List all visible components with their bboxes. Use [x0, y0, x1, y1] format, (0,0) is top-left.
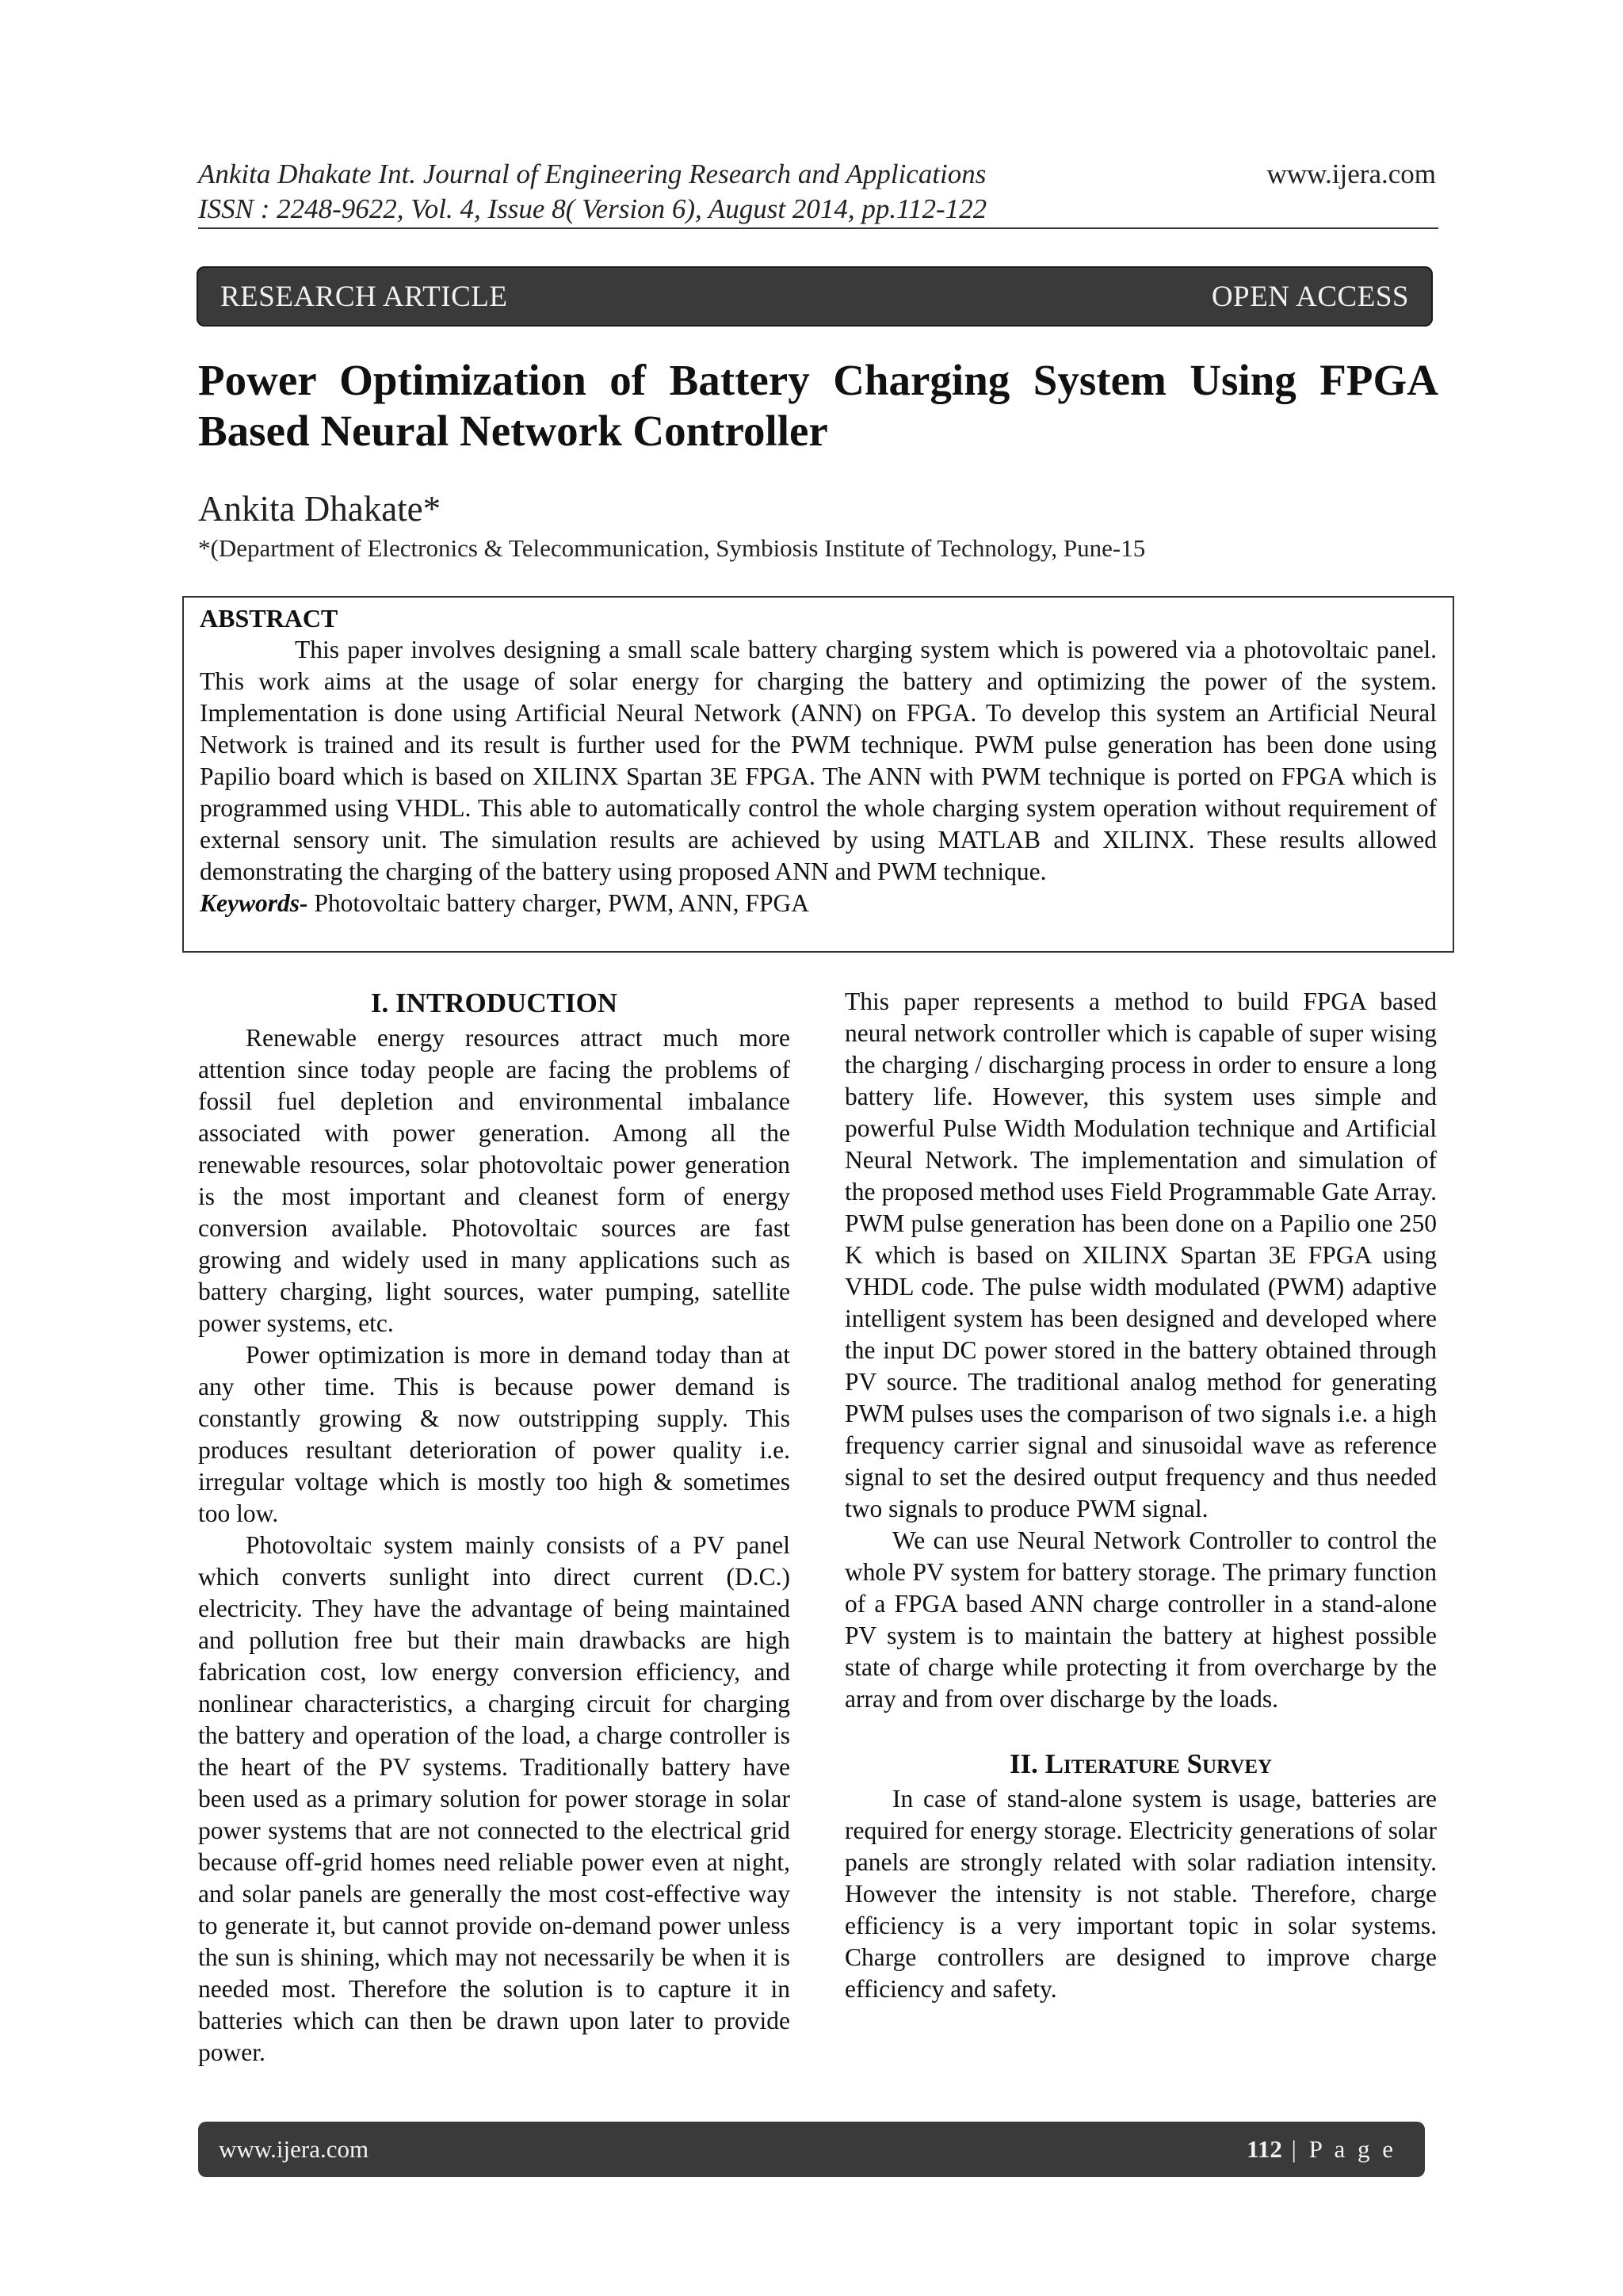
journal-website: www.ijera.com [1266, 159, 1436, 189]
right-column [845, 986, 1437, 2005]
left-column [198, 986, 790, 2069]
research-article-label: RESEARCH ARTICLE [220, 280, 508, 313]
keywords-label: Keywords- [200, 889, 308, 917]
intro-paragraph: Power optimization is more in demand today than at any other time. This is because power demand is constantly growing & now outstripping supply. This produces resultant deterioration of power quality i.e. irregular voltage which is mostly too high & sometimes too low. [198, 1341, 790, 1527]
section-number: II. [1009, 1748, 1038, 1779]
article-type-banner [197, 266, 1433, 327]
abstract-heading: ABSTRACT [200, 604, 338, 632]
issn-line: ISSN : 2248-9622, Vol. 4, Issue 8( Version 6), August 2014, pp.112-122 [198, 193, 987, 224]
keywords [200, 888, 1437, 919]
literature-paragraph: In case of stand-alone system is usage, batteries are required for energy storage. Electricity generations of solar panels are strongly related with solar radiation intensity. However the intensity is not stable. Therefore, charge efficiency is a very important topic in solar systems. Charge controllers are designed to improve charge efficiency and safety. [845, 1785, 1437, 2003]
journal-citation: Ankita Dhakate Int. Journal of Engineering Research and Applications [198, 159, 987, 189]
intro-paragraph: This paper represents a method to build FPGA based neural network controller which is capable of super wising the charging / discharging process in order to ensure a long battery life. However, this system uses simple and powerful Pulse Width Modulation technique and Artificial Neural Network. The implementation and simulation of the proposed method uses Field Programmable Gate Array. PWM pulse generation has been done on a Papilio one 250 K which is based on XILINX Spartan 3E FPGA using VHDL code. The pulse width modulated (PWM) adaptive intelligent system has been designed and developed where the input DC power stored in the battery obtained through PV source. The traditional analog method for generating PWM pulses uses the comparison of two signals i.e. a high frequency carrier signal and sinusoidal wave as reference signal to set the desired output frequency and thus needed two signals to produce PWM signal. [845, 988, 1437, 1522]
intro-paragraph: Photovoltaic system mainly consists of a PV panel which converts sunlight into direct current (D.C.) electricity. They have the advantage of being maintained and pollution free but their main drawbacks are high fabrication cost, low energy conversion efficiency, and nonlinear characteristics, a charging circuit for charging the battery and operation of the load, a charge controller is the heart of the PV systems. Traditionally battery have been used as a primary solution for power storage in solar power systems that are not connected to the electrical grid because off-grid homes need reliable power even at night, and solar panels are generally the most cost-effective way to generate it, but cannot provide on-demand power unless the sun is shining, which may not necessarily be when it is needed most. Therefore the solution is to capture it in batteries which can then be drawn upon later to provide power. [198, 1531, 790, 2066]
section-heading-literature-survey [845, 1747, 1437, 1782]
intro-paragraph: Renewable energy resources attract much more attention since today people are facing the problems of fossil fuel depletion and environmental imbalance associated with power generation. Among all the renewable resources, solar photovoltaic power generation is the most important and cleanest form of energy conversion available. Photovoltaic sources are fast growing and widely used in many applications such as battery charging, light sources, water pumping, satellite power systems, etc. [198, 1024, 790, 1337]
author-affiliation: *(Department of Electronics & Telecommunication, Symbiosis Institute of Technology, Pune-15 [198, 534, 1146, 562]
page-footer [198, 2122, 1425, 2177]
page-label: | P a g e [1281, 2135, 1396, 2163]
paper-title: Power Optimization of Battery Charging System Using FPGA Based Neural Network Controller [198, 356, 1438, 455]
keywords-list: Photovoltaic battery charger, PWM, ANN, FPGA [307, 889, 809, 917]
page-indicator [1247, 2135, 1396, 2164]
abstract-box [182, 596, 1454, 953]
author-name: Ankita Dhakate* [198, 489, 441, 529]
footer-website: www.ijera.com [219, 2135, 369, 2163]
abstract-body: This paper involves designing a small scale battery charging system which is powered via a photovoltaic panel. This work aims at the usage of solar energy for charging the battery and optimizing the power of the system. Implementation is done using Artificial Neural Network (ANN) on FPGA. To develop this system an Artificial Neural Network is trained and its result is further used for the PWM technique. PWM pulse generation has been done using Papilio board which is based on XILINX Spartan 3E FPGA. The ANN with PWM technique is ported on FPGA which is programmed using VHDL. This able to automatically control the whole charging system operation without requirement of external sensory unit. The simulation results are achieved by using MATLAB and XILINX. These results allowed demonstrating the charging of the battery using proposed ANN and PWM technique. [200, 636, 1437, 885]
section-title: Literature Survey [1044, 1748, 1273, 1779]
page-number: 112 [1247, 2135, 1282, 2163]
section-heading-introduction: I. INTRODUCTION [370, 988, 618, 1018]
intro-paragraph: We can use Neural Network Controller to control the whole PV system for battery storage. The primary function of a FPGA based ANN charge controller in a stand-alone PV system is to maintain the battery at highest possible state of charge while protecting it from overcharge by the array and from over discharge by the loads. [845, 1526, 1437, 1713]
header-rule [198, 227, 1438, 229]
open-access-label: OPEN ACCESS [1211, 280, 1409, 313]
